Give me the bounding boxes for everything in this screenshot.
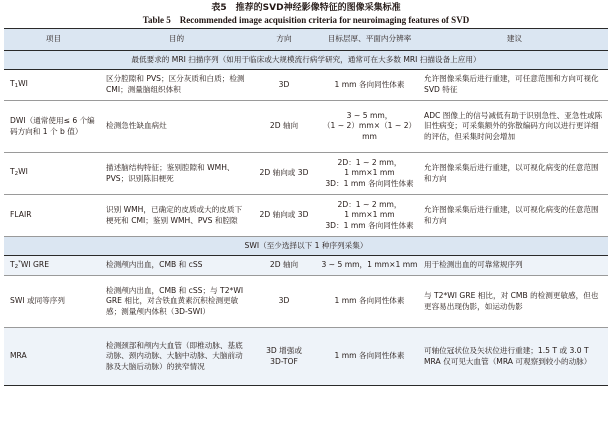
resolution-t2wi: 2D：1 ~ 2 mm， 1 mm×1 mm 3D：1 mm 各向同性体素 — [318, 153, 421, 195]
table-title-en: Table 5 Recommended image acquisition criteria for neuroimaging features of SVD — [142, 15, 470, 25]
item-t2wi: T2WI — [4, 153, 103, 195]
table-row-t2wi — [4, 153, 608, 195]
header-item: 项目 — [4, 29, 103, 51]
resolution-swi: 1 mm 各向同性体素 — [318, 276, 421, 328]
direction-swi: 3D — [250, 276, 318, 328]
section-swi-label: SWI（至少选择以下 1 种序列采集） — [4, 237, 608, 256]
acquisition-criteria-table — [4, 28, 608, 386]
direction-t2gre: 2D 轴向 — [250, 256, 318, 276]
resolution-mra: 1 mm 各向同性体素 — [318, 328, 421, 386]
direction-mra: 3D 增强或 3D-TOF — [250, 328, 318, 386]
purpose-t2wi: 描述脑结构特征；鉴别腔隙和 WMH、PVS；识别陈旧梗死 — [103, 153, 250, 195]
header-purpose: 目的 — [103, 29, 250, 51]
purpose-dwi: 检测急性缺血病灶 — [103, 101, 250, 153]
resolution-t2gre: 3 ~ 5 mm，1 mm×1 mm — [318, 256, 421, 276]
direction-flair: 2D 轴向或 3D — [250, 195, 318, 237]
header-direction: 方向 — [250, 29, 318, 51]
advice-flair: 允许图像采集后进行重建，以可视化病变的任意范围和方向 — [421, 195, 608, 237]
purpose-flair: 识别 WMH，已确定的皮质或大的皮质下梗死和 CMI；鉴别 WMH、PVS 和腔隙 — [103, 195, 250, 237]
advice-t2gre: 用于检测出血的可靠常规序列 — [421, 256, 608, 276]
table-row-t1wi — [4, 70, 608, 101]
item-flair: FLAIR — [4, 195, 103, 237]
table-row-t2gre — [4, 256, 608, 276]
header-row — [4, 29, 608, 51]
section-minimum-label: 最低要求的 MRI 扫描序列（如用于临床或大规模流行病学研究，通常可在大多数 MRI 扫描设备上应用） — [4, 51, 608, 70]
resolution-t1wi: 1 mm 各向同性体素 — [318, 70, 421, 101]
direction-t1wi: 3D — [250, 70, 318, 101]
table-title-cn: 表5 推荐的SVD神经影像特征的图像采集标准 — [211, 3, 401, 13]
header-resolution: 目标层厚、平面内分辨率 — [318, 29, 421, 51]
resolution-dwi: 3 ~ 5 mm， （1 ~ 2）mm×（1 ~ 2）mm — [318, 101, 421, 153]
resolution-flair: 2D：1 ~ 2 mm， 1 mm×1 mm 3D：1 mm 各向同性体素 — [318, 195, 421, 237]
advice-t1wi: 允许图像采集后进行重建，可任意范围和方向可视化 SVD 特征 — [421, 70, 608, 101]
item-t2gre: T2*WI GRE — [4, 256, 103, 276]
table-row-flair — [4, 195, 608, 237]
item-t1wi: T1WI — [4, 70, 103, 101]
advice-dwi: ADC 图像上的信号减低有助于识别急性、亚急性或陈旧性病变；可采集额外的弥散编码方向以进行更详细的评估，但采集时间会增加 — [421, 101, 608, 153]
section-row-minimum — [4, 51, 608, 70]
item-mra: MRA — [4, 328, 103, 386]
table-row-mra — [4, 328, 608, 386]
advice-swi: 与 T2*WI GRE 相比，对 CMB 的检测更敏感，但也更容易出现伪影，如运动伪影 — [421, 276, 608, 328]
purpose-mra: 检测颈部和颅内大血管（即椎动脉、基底动脉、颈内动脉、大脑中动脉、大脑前动脉及大脑后动脉）的狭窄情况 — [103, 328, 250, 386]
item-swi: SWI 或同等序列 — [4, 276, 103, 328]
table-row-swi — [4, 276, 608, 328]
advice-mra: 可轴位冠状位及矢状位进行重建；1.5 T 或 3.0 T MRA 仅可见大血管（MRA 可观察到较小的动脉） — [421, 328, 608, 386]
table-row-dwi — [4, 101, 608, 153]
advice-t2wi: 允许图像采集后进行重建，以可视化病变的任意范围和方向 — [421, 153, 608, 195]
direction-t2wi: 2D 轴向或 3D — [250, 153, 318, 195]
purpose-t1wi: 区分腔隙和 PVS；区分灰质和白质；检测 CMI；测量脑组织体积 — [103, 70, 250, 101]
item-dwi: DWI（通常使用≤ 6 个编码方向和 1 个 b 值） — [4, 101, 103, 153]
header-advice: 建议 — [421, 29, 608, 51]
section-row-swi — [4, 237, 608, 256]
direction-dwi: 2D 轴向 — [250, 101, 318, 153]
purpose-swi: 检测颅内出血，CMB 和 cSS；与 T2*WI GRE 相比，对含铁血黄素沉积检测更敏感；测量颅内体积（3D-SWI） — [103, 276, 250, 328]
purpose-t2gre: 检测颅内出血，CMB 和 cSS — [103, 256, 250, 276]
